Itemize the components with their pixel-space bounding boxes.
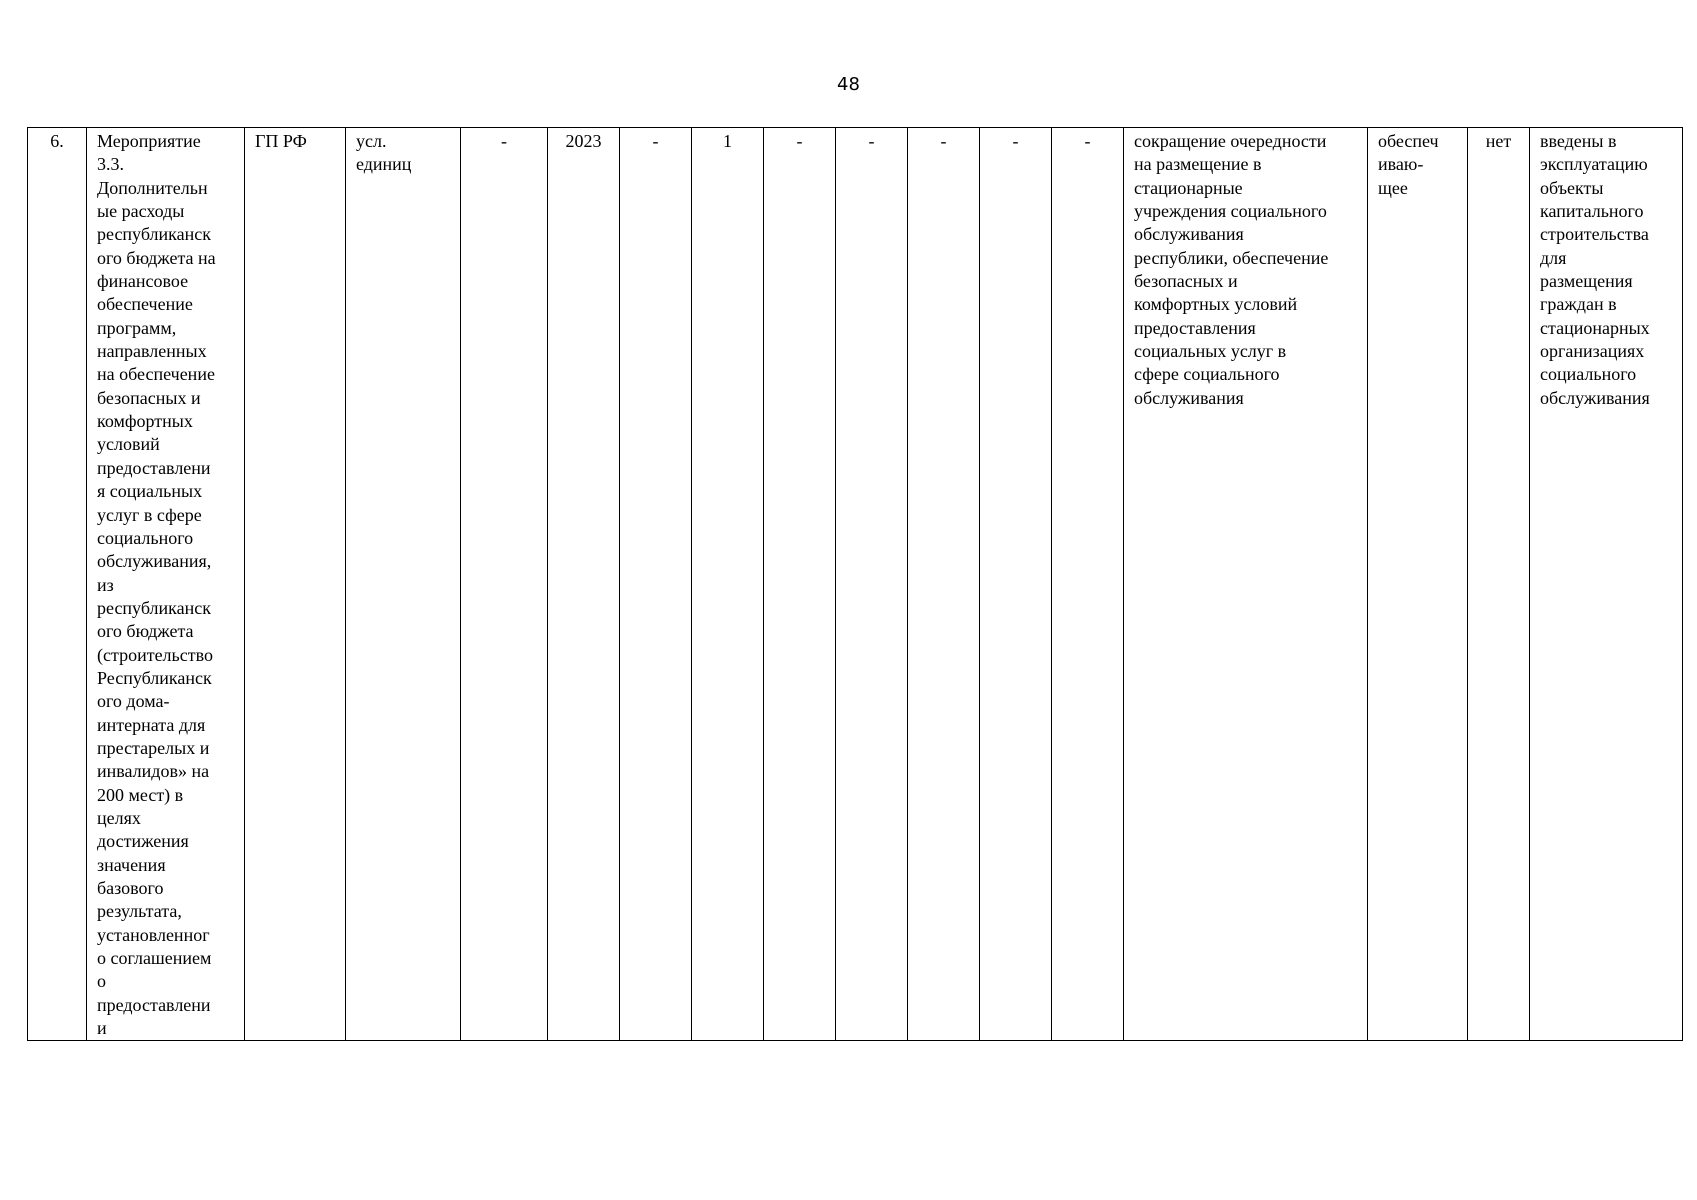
type-cell: обеспеч иваю- щее	[1368, 128, 1468, 1041]
year-cell: 2023	[548, 128, 620, 1041]
value-cell-5: -	[908, 128, 980, 1041]
effect-cell: сокращение очередности на размещение в стационарные учреждения социального обслуживания республики, обеспечение безопасных и комфортных условий предоставления социальных услуг в сфере социального обслуживания	[1124, 128, 1368, 1041]
value-cell-2: 1	[692, 128, 764, 1041]
program-type-cell: ГП РФ	[245, 128, 346, 1041]
page-number: 48	[837, 74, 860, 95]
flag-cell: нет	[1468, 128, 1530, 1041]
value-cell-4: -	[836, 128, 908, 1041]
base-value-cell: -	[461, 128, 548, 1041]
value-cell-7: -	[1052, 128, 1124, 1041]
unit-cell: усл. единиц	[346, 128, 461, 1041]
measure-name-cell: Мероприятие 3.3. Дополнительн ые расходы республиканск ого бюджета на финансовое обеспечение программ, направленных на обеспечение безопасных и комфортных условий предоставлени я социальных услуг в сфере социального обслуживания, из республиканск ого бюджета (строительство Республиканск ого дома- интерната для престарелых и инвалидов» на 200 мест) в целях достижения значения базового результата, установленног о соглашением о предоставлени и	[87, 128, 245, 1041]
table-row	[28, 128, 1683, 1041]
row-number-cell: 6.	[28, 128, 87, 1041]
measures-table	[27, 127, 1683, 1041]
result-cell: введены в эксплуатацию объекты капитального строительства для размещения граждан в стационарных организациях социального обслуживания	[1530, 128, 1683, 1041]
value-cell-3: -	[764, 128, 836, 1041]
value-cell-1: -	[620, 128, 692, 1041]
value-cell-6: -	[980, 128, 1052, 1041]
